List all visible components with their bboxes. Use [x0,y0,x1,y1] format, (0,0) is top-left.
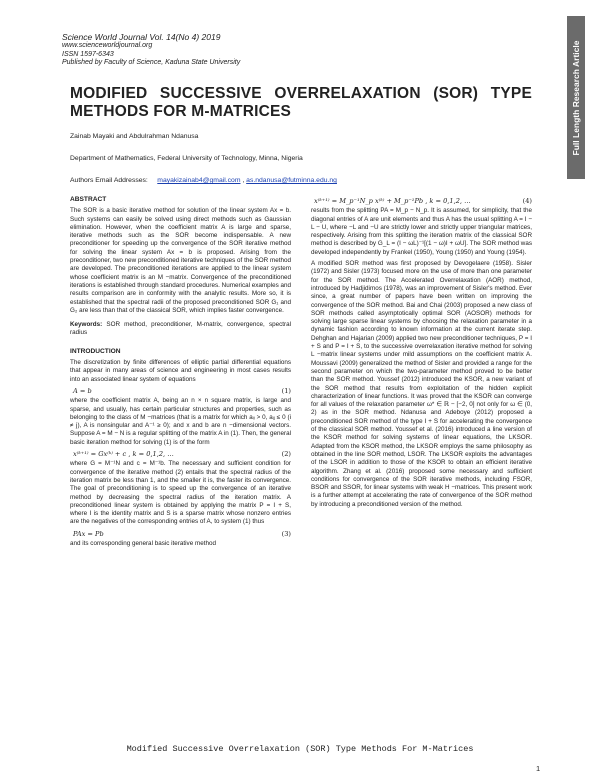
keywords-label: Keywords: [70,321,103,329]
equation-1-body: A = b [73,386,92,395]
paper-title: MODIFIED SUCCESSIVE OVERRELAXATION (SOR) TYPE METHODS FOR M-MATRICES [70,85,532,120]
equation-1 [70,387,291,395]
journal-issn: ISSN 1597-6343 [62,50,114,58]
emails-label: Authors Email Addresses: [70,177,148,184]
right-column [311,196,532,512]
equation-2-number: (2) [281,450,291,459]
abstract-text: The SOR is a basic iterative method for solution of the linear system Ax = b. Such systems can easily be solved using direct methods such as Gaussian elimination. However, when the coefficient matrix A is large and sparse, iterative methods such as the SOR become indispensable. A new preconditioner for speeding up the convergence of the SOR iterative method for solving the linear system Ax = b is proposed. Arising from the preconditioner, two new preconditioned iterative techniques of the SOR method are developed. The preconditioned iterations are applied to the linear system whose coefficient matrix is an M −matrix. Convergence of the preconditioned iterations is established through standard procedures. Numerical examples and results comparison are in conformity with the analytic results. More so, it is established that the spectral radii of the proposed preconditioned SOR G₁ and G₂ are less than that of the classical SOR, which implies faster convergence. [70,207,291,314]
intro-paragraph-1: The discretization by finite differences of elliptic partial differential equations that appear in many areas of science and engineering in most cases results into an associated linear system of equations [70,359,291,383]
equation-2 [70,450,291,458]
journal-website: www.scienceworldjournal.org [62,42,153,49]
right-paragraph-2: A modified SOR method was first proposed by Devogelaere (1958). Sisler (1972) and Sisler (1973) focused more on the use of more than one parameter for the SOR method. The Accelerated Overrelaxation (AOR) method, introduced by Hadjidimos (1978), was an improvement of Sisler's method. Ever since, a great number of papers have been written on improving the convergence of the SOR method. Bai and Chai (2003) proposed a new class of SOR methods called asymptotically optimal SOR (AOSOR) methods for solving large sparse linear systems by choosing the relaxation parameter in a dynamic fashion according to known information at the current iterate step. Dehghan and Hajarian (2009) applied two new preconditioner techniques, P = I + S and P = I + S, to the successive overrelaxation iterative method for solving L −matrix linear systems under mild assumptions on the coefficient matrix A. Moussavi (2009) generalized the method of Sisler and provided a range for the second parameter on which the two-parameter method proved to be better than the SOR method. Youssef (2012) introduced the KSOR, a new variant of the SOR method that results from exploitation of the hidden explicit characterization of linear functions. It was proved that the KSOR can converge for all values of the relaxation parameter ω* ∈ ℝ − [−2, 0] not only for ω ∈ (0, 2) as in the SOR method. Ndanusa and Adeboye (2012) proposed a preconditioned SOR method of the type I + S for accelerating the convergence of the classical SOR method. Youssef et al. (2016) introduced a line version of the KSOR method for solving systems of linear equations, the LKSOR. Adapted from the KSOR method, the LKSOR employs the same philosophy as obtained in the line SOR method, LSOR. The LKSOR exploits the advantages of the LSOR in addition to those of the KSOR to obtain an efficient iterative algorithm. Zhang et al. (2016) proposed some necessary and sufficient conditions for convergence of the SOR iterative methods, including FSOR, BSOR and SSOR, for linear systems with weak H −matrices. This present work is a further attempt at accelerating the rate of convergence of the SOR method by introducing a preconditioned version of the method. [311,260,532,508]
equation-1-number: (1) [281,386,291,395]
equation-4-number: (4) [522,197,532,205]
keywords-text: SOR method, preconditioner, M-matrix, convergence, spectral radius [70,321,291,337]
left-column [70,196,291,551]
journal-header [62,32,240,68]
affiliation: Department of Mathematics, Federal University of Technology, Minna, Nigeria [70,155,303,162]
running-footer: Modified Successive Overrelaxation (SOR) Type Methods For M-Matrices [126,744,474,754]
abstract-heading: ABSTRACT [70,196,107,203]
intro-paragraph-4: and its corresponding general basic iterative method [70,539,216,547]
intro-paragraph-2: where the coefficient matrix A, being an n × n square matrix, is large and sparse, and usually, has certain particular structures and properties, such as belonging to the class of M −matrices (that is a matrix for which aᵢᵢ > 0, aᵢⱼ ≤ 0 (i ≠ j), A is nonsingular and A⁻¹ ≥ 0); and x and b are n −dimensional vectors. Suppose A = M − N is a regular splitting of the matrix A in (1). Then, the general basic iteration method for solving (1) is of the form [70,397,291,446]
journal-publisher: Published by Faculty of Science, Kaduna State University [62,59,241,66]
article-type-label: Full Length Research Article [571,40,581,155]
equation-3-number: (3) [281,529,291,538]
right-paragraph-1: results from the splitting PA = M_p − N_p. It is assumed, for simplicity, that the diagonal entries of A are unit elements and thus A has the usual splitting A = I − L − U, where −L and −U are strictly lower and strictly upper triangular matrices, respectively. Arising from this splitting the iteration matrix of the classical SOR method is described by G_L = (I − ωL)⁻¹[(1 − ω)I + ωU]. The SOR method was developed independently by Frankel (1950), Young (1950) and Young (1954). [311,207,532,256]
article-type-tab [567,16,585,179]
email-separator: , [242,177,245,184]
equation-4 [311,197,532,205]
email-link-2[interactable]: as.ndanusa@futminna.edu.ng [246,177,337,184]
intro-paragraph-3: where G = M⁻¹N and c = M⁻¹b. The necessary and sufficient condition for convergence of the iterative method (2) entails that the spectral radius of the iteration matrix be less than 1, and the smaller it is, the faster its convergence. The goal of preconditioning is to speed up the convergence of an iterative method by decreasing the spectral radius of the iteration matrix. A preconditioned linear system is obtained by applying the matrix P = I + S, where I is the identity matrix and S is a sparse matrix whose nonzero entries are the negatives of the corresponding entries of A, to system (1) thus [70,460,291,526]
authors: Zainab Mayaki and Abdulrahman Ndanusa [70,133,199,140]
email-link-1[interactable]: mayakizainab4@gmail.com [157,177,241,184]
equation-3 [70,530,291,538]
equation-4-body: x⁽ᵏ⁺¹⁾ = M_p⁻¹N_p x⁽ᵏ⁾ + M_p⁻¹Pb , k = 0,1,2, … [314,197,471,205]
introduction-heading: INTRODUCTION [70,347,121,355]
equation-3-body: PAx = Pb [73,529,104,538]
equation-2-body: x⁽ᵏ⁺¹⁾ = Gx⁽ᵏ⁾ + c , k = 0,1,2, … [73,450,174,459]
keywords [70,321,291,338]
author-emails [70,177,337,184]
journal-name: Science World Journal Vol. 14(No 4) 2019 [62,32,221,42]
page-number: 1 [536,764,541,773]
